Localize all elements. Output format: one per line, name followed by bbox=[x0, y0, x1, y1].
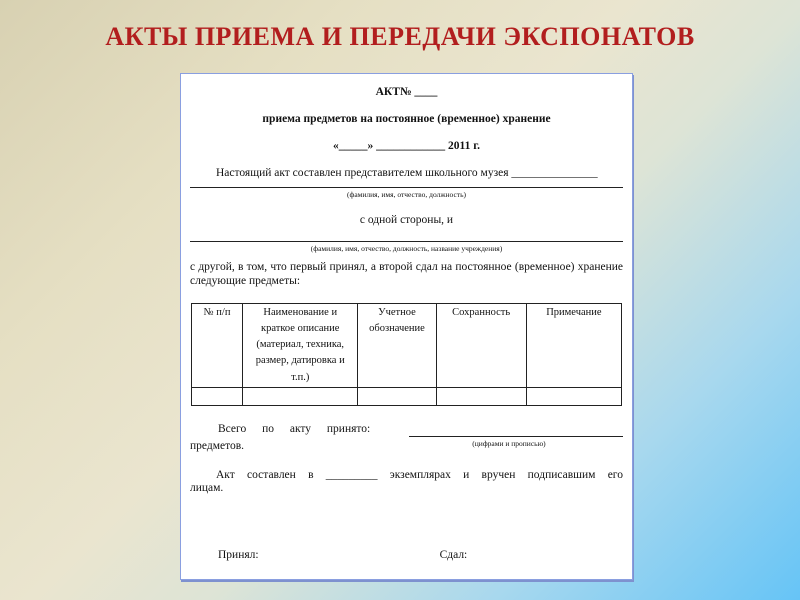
caption-digits: (цифрами и прописью) bbox=[472, 438, 546, 448]
act-date-line: «_____» ____________ 2011 г. bbox=[332, 139, 481, 152]
total-fill-line bbox=[409, 423, 623, 437]
total-right bbox=[395, 423, 623, 454]
act-number-heading: АКТ№ ____ bbox=[375, 86, 438, 98]
total-label: Всего по акту принято: bbox=[218, 422, 371, 435]
signature-rule-2 bbox=[190, 241, 623, 242]
column-header-description: Наименование и краткое описание (материал, техника, размер, датировка и т.п.) bbox=[243, 303, 358, 387]
empty-cell bbox=[526, 387, 621, 405]
caption-fio-org: (фамилия, имя, отчество, должность, название учреждения) bbox=[310, 243, 503, 253]
received-label: Принял: bbox=[218, 549, 259, 562]
column-header-number: № п/п bbox=[192, 303, 243, 387]
given-label: Сдал: bbox=[439, 549, 468, 562]
items-table bbox=[191, 303, 622, 406]
empty-cell bbox=[243, 387, 358, 405]
document-card bbox=[180, 73, 633, 580]
empty-cell bbox=[436, 387, 526, 405]
total-row bbox=[190, 423, 623, 454]
total-left bbox=[190, 423, 395, 454]
signature-row bbox=[190, 549, 623, 563]
one-side-line: с одной стороны, и bbox=[359, 214, 454, 227]
column-header-note: Примечание bbox=[526, 303, 621, 387]
total-suffix: предметов. bbox=[190, 439, 245, 452]
table-header-row bbox=[192, 303, 622, 387]
act-subtitle: приема предметов на постоянное (временное) хранение bbox=[262, 112, 551, 125]
copies-paragraph: Акт составлен в _________ экземплярах и вручен подписавшим его лицам. bbox=[190, 468, 623, 495]
empty-cell bbox=[358, 387, 436, 405]
column-header-accounting: Учетное обозначение bbox=[358, 303, 436, 387]
composed-by-line: Настоящий акт составлен представителем школьного музея _______________ bbox=[216, 167, 598, 180]
empty-cell bbox=[192, 387, 243, 405]
caption-fio: (фамилия, имя, отчество, должность) bbox=[346, 190, 467, 200]
intro-paragraph: с другой, в том, что первый принял, а второй сдал на постоянное (временное) хранение следующие предметы: bbox=[190, 260, 623, 287]
signature-rule-1 bbox=[190, 187, 623, 188]
column-header-condition: Сохранность bbox=[436, 303, 526, 387]
page-title: АКТЫ ПРИЕМА И ПЕРЕДАЧИ ЭКСПОНАТОВ bbox=[105, 22, 695, 51]
table-row bbox=[192, 387, 622, 405]
